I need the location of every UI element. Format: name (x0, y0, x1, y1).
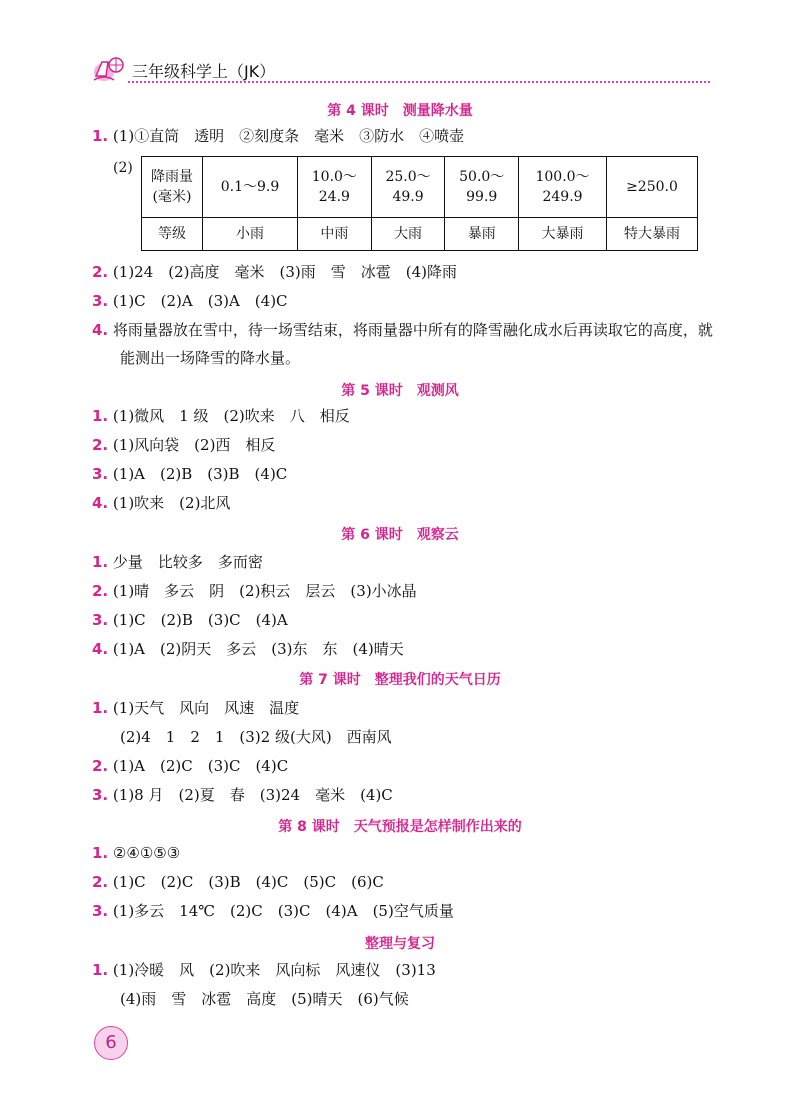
table-cell: 10.0～ 24.9 (298, 157, 372, 218)
table-row (142, 157, 698, 218)
lesson8-title: 第 8 课时 天气预报是怎样制作出来的 (278, 819, 522, 835)
book-title: 三年级科学上（JK） (132, 62, 276, 81)
table-cell: 大雨 (371, 218, 445, 251)
review-title: 整理与复习 (365, 936, 435, 952)
lesson4-q4 (92, 320, 713, 340)
lesson4-q2 (92, 262, 457, 282)
table-cell: 0.1～9.9 (203, 157, 298, 218)
lesson8-q2 (92, 872, 384, 892)
question-number: 2. (92, 873, 109, 891)
lesson5-q2 (92, 435, 275, 455)
question-number: 2. (92, 436, 109, 454)
page-header (92, 54, 712, 84)
question-number: 1. (92, 553, 109, 571)
lesson4-q1 (92, 126, 464, 146)
table-header-cell: 降雨量 (毫米) (142, 157, 203, 218)
header-dotted-rule (128, 81, 710, 83)
answer-text: (1)C (2)B (3)C (4)A (112, 611, 288, 629)
lesson4-q1-sub2-label: (2) (113, 160, 133, 176)
lesson5-title: 第 5 课时 观测风 (341, 383, 459, 399)
question-number: 3. (92, 611, 109, 629)
table-row (142, 218, 698, 251)
lesson5-q3 (92, 464, 287, 484)
question-number: 4. (92, 321, 109, 339)
table-cell: 中雨 (298, 218, 372, 251)
table-cell: 特大暴雨 (606, 218, 697, 251)
question-number: 3. (92, 292, 109, 310)
question-number: 4. (92, 640, 109, 658)
table-cell: 100.0～ 249.9 (519, 157, 607, 218)
table-cell: ≥250.0 (606, 157, 697, 218)
lesson7-q3 (92, 785, 393, 805)
question-number: 3. (92, 786, 109, 804)
answer-text: (1)8 月 (2)夏 春 (3)24 毫米 (4)C (112, 786, 393, 804)
lesson4-q4-continued: 能测出一场降雪的降水量。 (120, 349, 301, 367)
question-number: 1. (92, 407, 109, 425)
lesson6-title: 第 6 课时 观察云 (341, 527, 459, 543)
answer-text: ②④①⑤③ (112, 844, 181, 862)
question-number: 3. (92, 902, 109, 920)
review-q1 (92, 960, 436, 980)
lesson7-q2 (92, 756, 288, 776)
question-number: 1. (92, 699, 109, 717)
table-header-cell: 等级 (142, 218, 203, 251)
lesson6-q3 (92, 610, 288, 630)
question-number: 2. (92, 757, 109, 775)
question-number: 2. (92, 263, 109, 281)
lesson8-q1 (92, 843, 180, 863)
answer-text: (1)24 (2)高度 毫米 (3)雨 雪 冰雹 (4)降雨 (112, 263, 458, 281)
table-cell: 大暴雨 (519, 218, 607, 251)
rainfall-grade-table (141, 156, 698, 251)
answer-text: 将雨量器放在雪中，待一场雪结束，将雨量器中所有的降雪融化成水后再读取它的高度，就 (112, 321, 713, 339)
question-number: 1. (92, 844, 109, 862)
lesson7-q1 (92, 698, 299, 718)
question-number: 2. (92, 582, 109, 600)
answer-text: (1)C (2)A (3)A (4)C (112, 292, 288, 310)
table-cell: 25.0～ 49.9 (371, 157, 445, 218)
answer-text: (1)晴 多云 阴 (2)积云 层云 (3)小冰晶 (112, 582, 417, 600)
answer-text: 少量 比较多 多而密 (112, 553, 263, 571)
lesson7-title: 第 7 课时 整理我们的天气日历 (299, 672, 501, 688)
answer-text: (1)A (2)B (3)B (4)C (112, 465, 288, 483)
lesson5-q1 (92, 406, 350, 426)
lesson6-q4 (92, 639, 404, 659)
lesson5-q4 (92, 493, 230, 513)
answer-text: (1)微风 1 级 (2)吹来 八 相反 (112, 407, 350, 425)
lesson4-q3 (92, 291, 288, 311)
page-number-badge: 6 (94, 1026, 128, 1060)
question-number: 1. (92, 127, 109, 145)
answer-text: (1)A (2)阴天 多云 (3)东 东 (4)晴天 (112, 640, 404, 658)
answer-text: (1)C (2)C (3)B (4)C (5)C (6)C (112, 873, 384, 891)
question-number: 1. (92, 961, 109, 979)
table-cell: 50.0～ 99.9 (445, 157, 519, 218)
lesson8-q3 (92, 901, 454, 921)
lesson4-title: 第 4 课时 测量降水量 (327, 103, 473, 119)
answer-text: (1)吹来 (2)北风 (112, 494, 231, 512)
question-number: 4. (92, 494, 109, 512)
lesson6-q2 (92, 581, 417, 601)
table-cell: 小雨 (203, 218, 298, 251)
answer-text: (1)冷暖 风 (2)吹来 风向标 风速仪 (3)13 (112, 961, 436, 979)
answer-text: (1)天气 风向 风速 温度 (112, 699, 300, 717)
answer-text: (1)风向袋 (2)西 相反 (112, 436, 276, 454)
lesson7-q1-sub: (2)4 1 2 1 (3)2 级(大风) 西南风 (120, 728, 392, 746)
answer-text: (1)多云 14℃ (2)C (3)C (4)A (5)空气质量 (112, 902, 454, 920)
table-cell: 暴雨 (445, 218, 519, 251)
answer-text: (1)①直筒 透明 ②刻度条 毫米 ③防水 ④喷壶 (112, 127, 465, 145)
answer-text: (1)A (2)C (3)C (4)C (112, 757, 289, 775)
lesson6-q1 (92, 552, 263, 572)
book-logo-icon (92, 54, 128, 84)
question-number: 3. (92, 465, 109, 483)
review-q1-sub: (4)雨 雪 冰雹 高度 (5)晴天 (6)气候 (120, 990, 409, 1008)
